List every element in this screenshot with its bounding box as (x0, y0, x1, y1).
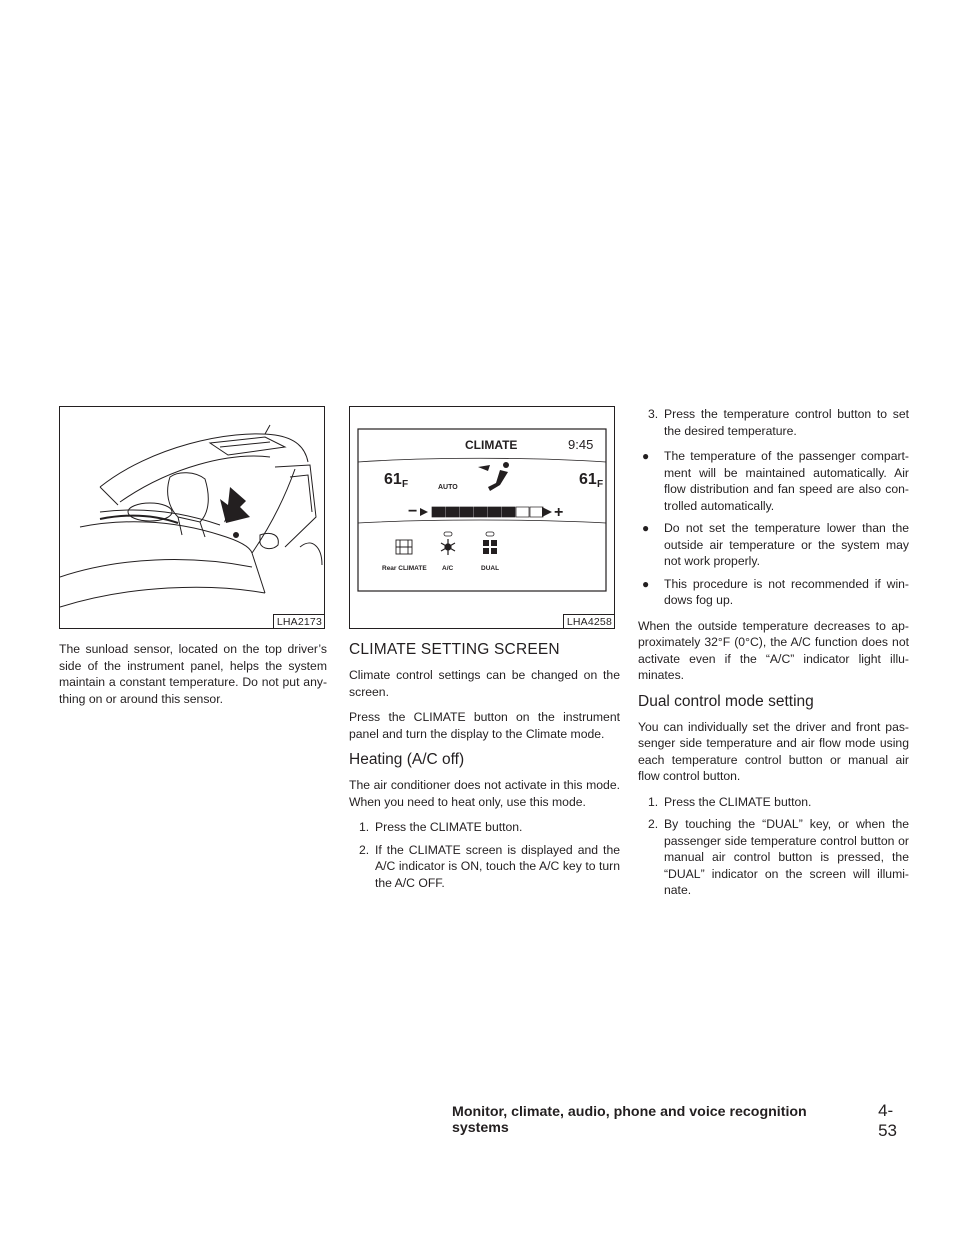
list-item (638, 576, 909, 609)
right-temp: 61 (579, 471, 597, 488)
paragraph: Press the CLIMATE button on the instrument panel and turn the display to the Climate mode. (349, 710, 620, 741)
paragraph: The air conditioner does not activate in this mode. When you need to heat only, use this mode. (349, 778, 620, 809)
fan-speed-segment (530, 507, 543, 517)
fan-speed-segment (488, 507, 501, 517)
fan-speed-segment (516, 507, 529, 517)
steps-list (638, 406, 909, 439)
paragraph: Climate control settings can be changed on the screen. (349, 668, 620, 699)
list-item (638, 816, 909, 899)
bullet-icon: ● (642, 449, 650, 463)
section-heading: CLIMATE SETTING SCREEN (349, 641, 560, 658)
bullet-icon: ● (642, 521, 650, 535)
ac-key-label: A/C (442, 565, 454, 572)
auto-mode-label: AUTO (438, 484, 458, 491)
column-middle (349, 406, 620, 900)
ac-indicator (444, 532, 452, 536)
climate-screen-illustration (350, 407, 614, 628)
screen-title: CLIMATE (465, 438, 518, 452)
airflow-seat-icon (478, 462, 509, 491)
bullet-list (638, 448, 909, 609)
figure-code-text: LHA4258 (566, 616, 612, 628)
figure-code (563, 614, 614, 628)
step-number: 3. (648, 407, 659, 421)
paragraph: When the outside temperature decreases to ap- proximately 32°F (0°C), the A/C function does not activate even if the “A/C” indicator light illu- minates. (638, 618, 909, 682)
step-number: 2. (359, 842, 370, 857)
step-text: If the CLIMATE screen is displayed and the A/C indicator is ON, touch the A/C key to turn the A/C OFF. (375, 842, 620, 890)
step-number: 1. (648, 794, 659, 809)
fan-speed-segment (474, 507, 487, 517)
subsection-heading: Heating (A/C off) (349, 751, 465, 768)
list-item (638, 794, 909, 811)
bullet-text: Do not set the temperature lower than the outside air temperature or the system may not work properly. (664, 521, 909, 568)
list-item (638, 520, 909, 570)
left-temp-unit: F (402, 479, 409, 490)
right-temp-unit: F (597, 479, 604, 490)
list-item (638, 406, 909, 439)
page-number: 4-53 (878, 1101, 897, 1140)
dual-key-label: DUAL (481, 565, 500, 572)
step-text: Press the CLIMATE button. (664, 794, 812, 809)
rear-climate-key-label: Rear CLIMATE (382, 565, 427, 572)
paragraph: You can individually set the driver and front pas- senger side temperature and air flow mode using each temperature control button or manual air flow control button. (638, 719, 909, 783)
fan-increase[interactable]: + (554, 504, 564, 521)
fan-large-icon (542, 507, 552, 517)
bullet-text: This procedure is not recommended if win- dows fog up. (664, 576, 909, 607)
list-item (349, 819, 620, 836)
figure-code-text: LHA2173 (276, 616, 322, 628)
car-dashboard-illustration (60, 407, 324, 628)
climate-screen-figure (349, 406, 615, 629)
page-footer (452, 1101, 912, 1141)
step-text: By touching the “DUAL” key, or when the passenger side temperature control button or manual air control button is pressed, the “DUAL” indicator on the screen will illumi- nate. (664, 817, 909, 897)
list-item (349, 842, 620, 892)
rear-climate-icon[interactable] (396, 540, 412, 554)
list-item (638, 448, 909, 514)
left-temp: 61 (384, 471, 402, 488)
dual-icon[interactable] (483, 540, 497, 554)
step-text: Press the CLIMATE button. (375, 820, 523, 834)
column-right (638, 406, 909, 908)
fan-speed-bar (432, 507, 543, 517)
column-left (59, 406, 327, 716)
ac-snowflake-icon[interactable] (441, 539, 455, 555)
steps-list (638, 794, 909, 899)
steps-list (349, 819, 620, 891)
subsection-heading: Dual control mode setting (638, 692, 814, 710)
fan-small-icon (420, 508, 428, 516)
fan-speed-segment (502, 507, 515, 517)
footer-section-title: Monitor, climate, audio, phone and voice recognition systems (452, 1104, 807, 1136)
fan-speed-segment (460, 507, 473, 517)
bullet-text: The temperature of the passenger compart- ment will be maintained automatically. Air flow distribution and fan speed are also con- trolled automatically. (664, 449, 909, 513)
fan-speed-segment (432, 507, 445, 517)
sunload-sensor-figure (59, 406, 325, 629)
screen-time: 9:45 (568, 437, 594, 452)
figure-code (273, 614, 324, 628)
sunload-sensor-caption: The sunload sensor, located on the top driver’s side of the instrument panel, helps the system maintain a constant temperature. Do not put any- thing on or around this sensor. (59, 642, 327, 706)
fan-speed-segment (446, 507, 459, 517)
dual-indicator (486, 532, 494, 536)
step-number: 2. (648, 817, 659, 831)
step-number: 1. (359, 820, 370, 834)
step-text: Press the temperature control button to set the desired temperature. (664, 407, 909, 438)
fan-decrease[interactable]: − (408, 503, 418, 520)
bullet-icon: ● (642, 576, 650, 591)
